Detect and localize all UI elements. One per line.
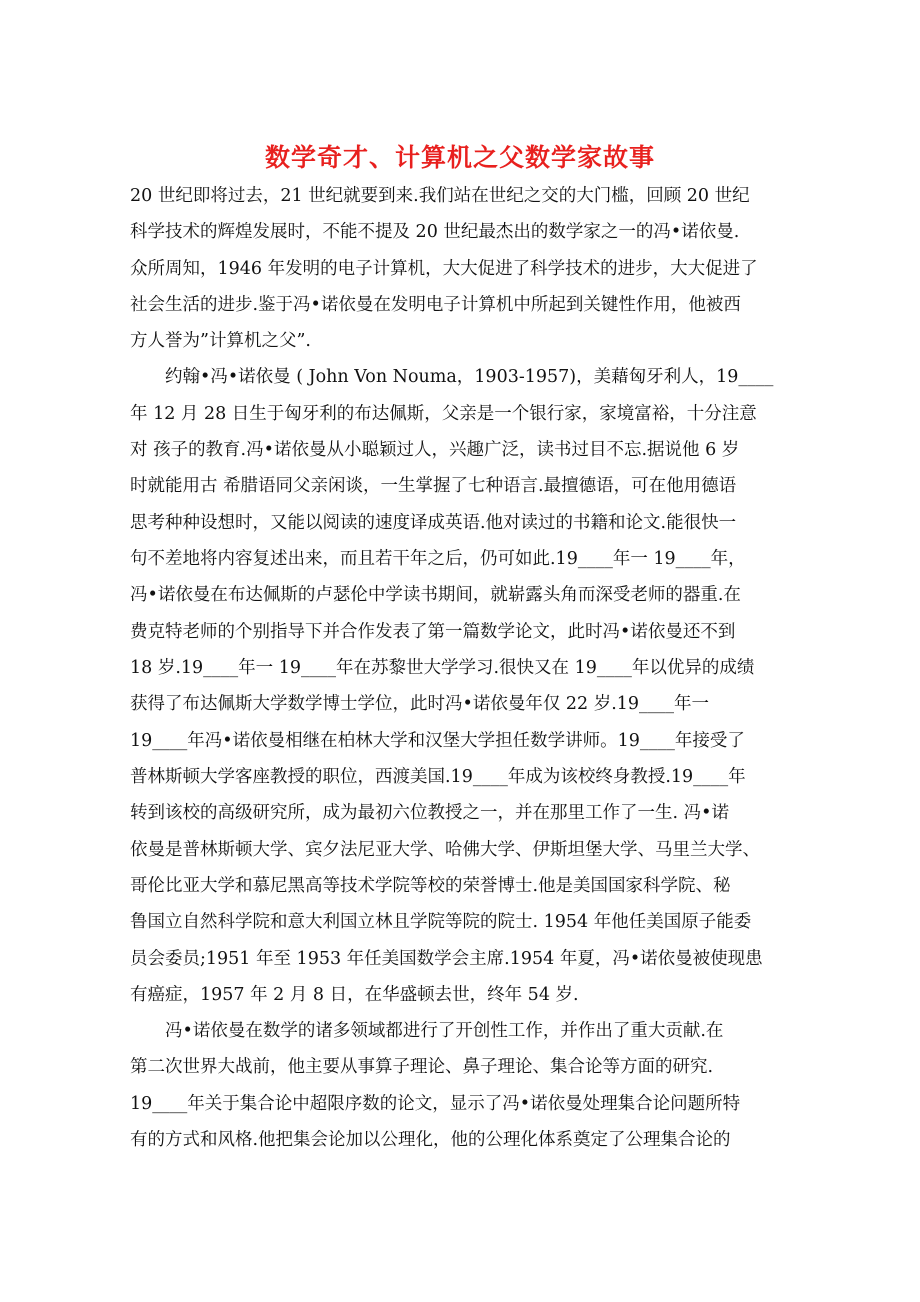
text-line: 约翰•冯•诺依曼 ( John Von Nouma，1903-1957)，美藉匈牙利人，19____	[130, 367, 774, 387]
text-line: 19____年冯•诺依曼相继在柏林大学和汉堡大学担任数学讲师。19____年接受了	[130, 731, 745, 751]
text-line: 19____年关于集合论中超限序数的论文，显示了冯•诺依曼处理集合论问题所特	[130, 1094, 741, 1114]
text-line: 有癌症，1957 年 2 月 8 日，在华盛顿去世，终年 54 岁.	[130, 985, 579, 1005]
text-line: 转到该校的高级研究所，成为最初六位教授之一，并在那里工作了一生. 冯•诺	[130, 803, 729, 823]
text-line: 年 12 月 28 日生于匈牙利的布达佩斯，父亲是一个银行家，家境富裕，十分注意	[130, 404, 757, 424]
text-line: 20 世纪即将过去，21 世纪就要到来.我们站在世纪之交的大门槛，回顾 20 世纪	[130, 186, 750, 206]
text-line: 员会委员;1951 年至 1953 年任美国数学会主席.1954 年夏，冯•诺依曼被使现患	[130, 949, 763, 969]
text-line: 社会生活的进步.鉴于冯•诺依曼在发明电子计算机中所起到关键性作用，他被西	[130, 295, 741, 315]
text-line: 哥伦比亚大学和慕尼黑高等技术学院等校的荣誉博士.他是美国国家科学院、秘	[130, 876, 731, 896]
text-line: 费克特老师的个别指导下并合作发表了第一篇数学论文，此时冯•诺依曼还不到	[130, 622, 736, 642]
text-line: 对 孩子的教育.冯•诺依曼从小聪颖过人，兴趣广泛，读书过目不忘.据说他 6 岁	[130, 440, 740, 460]
text-line: 18 岁.19____年一 19____年在苏黎世大学学习.很快又在 19____年以优异的成绩	[130, 658, 755, 678]
document-title: 数学奇才、计算机之父数学家故事	[264, 143, 655, 172]
text-line: 思考种种设想时，又能以阅读的速度译成英语.他对读过的书籍和论文.能很快一	[130, 513, 737, 533]
text-line: 冯•诺依曼在数学的诸多领域都进行了开创性工作，并作出了重大贡献.在	[130, 1021, 724, 1041]
text-line: 科学技术的辉煌发展时，不能不提及 20 世纪最杰出的数学家之一的冯•诺依曼.	[130, 222, 740, 242]
text-line: 鲁国立自然科学院和意大利国立林且学院等院的院士. 1954 年他任美国原子能委	[130, 912, 752, 932]
text-line: 冯•诺依曼在布达佩斯的卢瑟伦中学读书期间，就崭露头角而深受老师的器重.在	[130, 585, 741, 605]
text-line: 第二次世界大战前，他主要从事算子理论、鼻子理论、集合论等方面的研究.	[130, 1057, 714, 1077]
text-line: 句不差地将内容复述出来，而且若干年之后，仍可如此.19____年一 19____年，	[130, 549, 746, 569]
text-line: 获得了布达佩斯大学数学博士学位，此时冯•诺依曼年仅 22 岁.19____年一	[130, 694, 710, 714]
text-line: 时就能用古 希腊语同父亲闲谈，一生掌握了七种语言.最擅德语，可在他用德语	[130, 476, 737, 496]
text-line: 依曼是普林斯顿大学、宾夕法尼亚大学、哈佛大学、伊斯坦堡大学、马里兰大学、	[130, 840, 760, 860]
text-line: 众所周知，1946 年发明的电子计算机，大大促进了科学技术的进步，大大促进了	[130, 259, 758, 279]
text-line: 有的方式和风格.他把集会论加以公理化，他的公理化体系奠定了公理集合论的	[130, 1130, 731, 1150]
text-line: 普林斯顿大学客座教授的职位，西渡美国.19____年成为该校终身教授.19____年	[130, 767, 746, 787]
text-line: 方人誉为”计算机之父”.	[130, 331, 311, 351]
